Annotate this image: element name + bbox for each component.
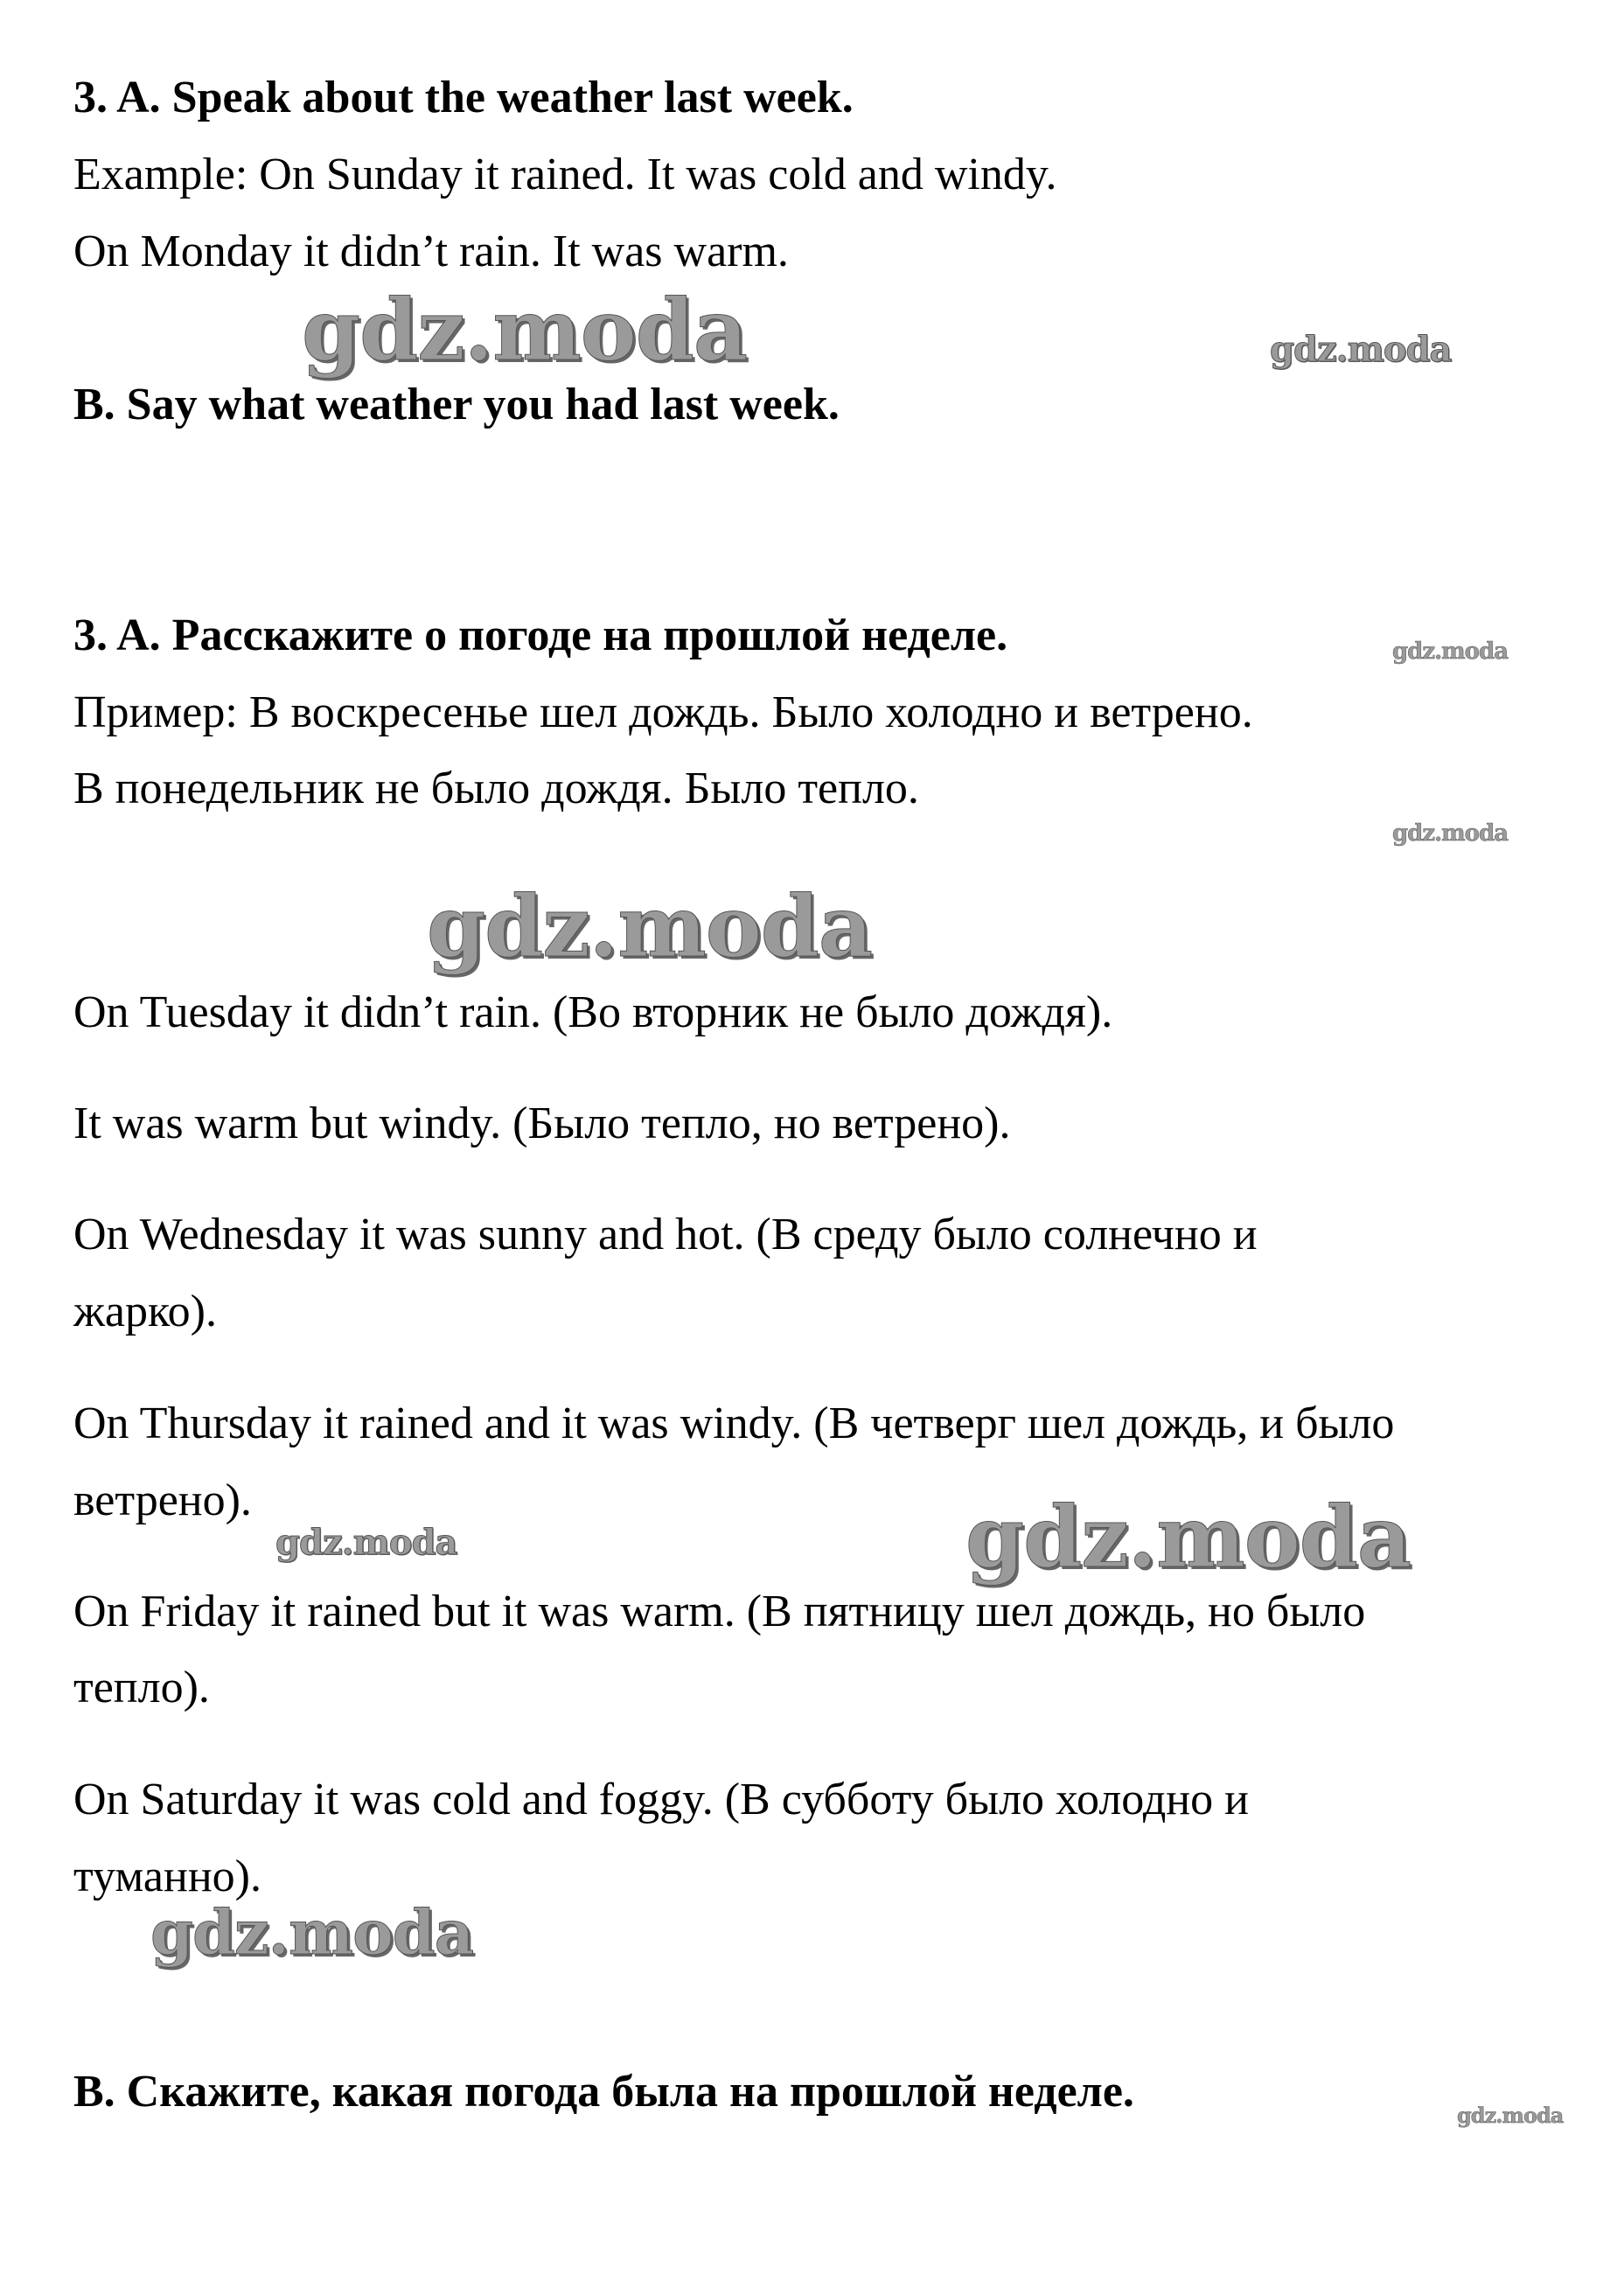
watermark: gdz.moda [1270,329,1452,370]
example-line-en-2: On Monday it didn’t rain. It was warm. [73,227,789,276]
answer-friday-cont: тепло). [73,1663,210,1713]
watermark: gdz.moda [302,281,748,380]
answer-saturday-cont: туманно). [73,1852,261,1901]
answer-thursday: On Thursday it rained and it was windy. (В четверг шел дождь, и было [73,1399,1395,1448]
answer-warm-windy: It was warm but windy. (Было тепло, но ветрено). [73,1099,1011,1148]
task-heading-b-ru: B. Скажите, какая погода была на прошлой неделе. [73,2067,1134,2117]
example-line-ru-2: В понедельник не было дождя. Было тепло. [73,764,919,813]
watermark: gdz.moda [1392,638,1509,665]
watermark: gdz.moda [1457,2103,1564,2128]
answer-saturday: On Saturday it was cold and foggy. (В субботу было холодно и [73,1775,1249,1824]
watermark: gdz.moda [965,1488,1411,1587]
example-line-ru-1: Пример: В воскресенье шел дождь. Было холодно и ветрено. [73,687,1253,737]
watermark: gdz.moda [427,877,873,976]
example-line-en-1: Example: On Sunday it rained. It was cold and windy. [73,150,1057,199]
watermark: gdz.moda [150,1896,474,1969]
answer-friday: On Friday it rained but it was warm. (В пятницу шел дождь, но было [73,1587,1366,1636]
task-heading-a-en: 3. A. Speak about the weather last week. [73,73,854,122]
answer-wednesday: On Wednesday it was sunny and hot. (В среду было солнечно и [73,1210,1258,1259]
task-heading-b-en: B. Say what weather you had last week. [73,380,840,429]
watermark: gdz.moda [1392,820,1509,847]
task-heading-a-ru: 3. A. Расскажите о погоде на прошлой неделе. [73,610,1008,660]
answer-tuesday: On Tuesday it didn’t rain. (Во вторник не было дождя). [73,987,1113,1037]
answer-thursday-cont: ветрено). [73,1475,252,1525]
answer-wednesday-cont: жарко). [73,1287,217,1336]
watermark: gdz.moda [275,1522,457,1563]
